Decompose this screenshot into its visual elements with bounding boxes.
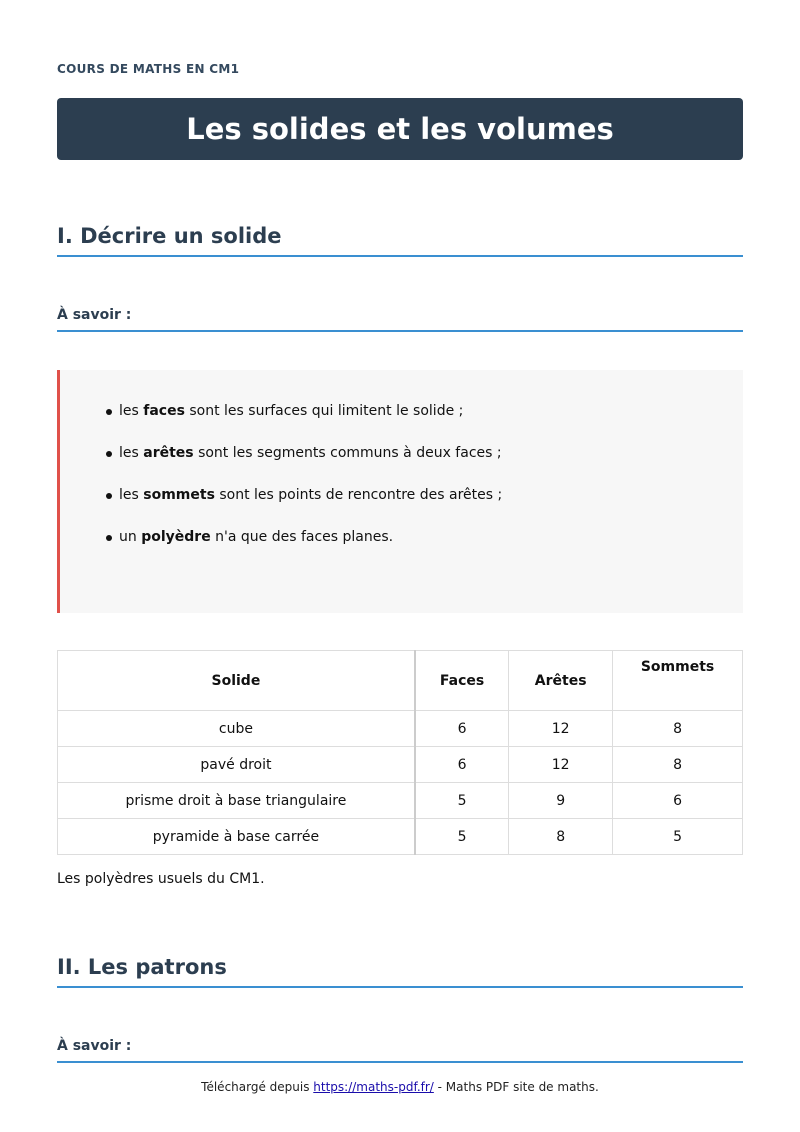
table-header-row bbox=[58, 651, 743, 711]
table-cell: 12 bbox=[509, 747, 613, 783]
table-cell: 6 bbox=[415, 747, 509, 783]
table-cell: 8 bbox=[509, 819, 613, 855]
page-title: Les solides et les volumes bbox=[186, 112, 614, 146]
savoir-label-1: À savoir : bbox=[57, 307, 743, 332]
table-cell: 8 bbox=[613, 711, 743, 747]
table-cell: 6 bbox=[415, 711, 509, 747]
list-item: les sommets sont les points de rencontre des arêtes ; bbox=[104, 486, 502, 504]
savoir-label-2: À savoir : bbox=[57, 1038, 743, 1063]
table-caption: Les polyèdres usuels du CM1. bbox=[57, 871, 265, 887]
solids-table bbox=[57, 650, 743, 855]
header-sommets: Sommets bbox=[613, 651, 743, 711]
list-item: les faces sont les surfaces qui limitent le solide ; bbox=[104, 402, 502, 420]
section-heading-1: I. Décrire un solide bbox=[57, 224, 743, 257]
list-item: un polyèdre n'a que des faces planes. bbox=[104, 528, 502, 546]
table-cell: 9 bbox=[509, 783, 613, 819]
table-row bbox=[58, 783, 743, 819]
list-item: les arêtes sont les segments communs à deux faces ; bbox=[104, 444, 502, 462]
table-cell: 12 bbox=[509, 711, 613, 747]
title-banner bbox=[57, 98, 743, 160]
table-cell: 5 bbox=[613, 819, 743, 855]
table-cell: 5 bbox=[415, 783, 509, 819]
table-cell: prisme droit à base triangulaire bbox=[58, 783, 415, 819]
header-solide: Solide bbox=[58, 651, 415, 711]
table-row bbox=[58, 747, 743, 783]
definition-list bbox=[104, 402, 502, 570]
header-faces: Faces bbox=[415, 651, 509, 711]
footer-prefix: Téléchargé depuis bbox=[201, 1080, 314, 1094]
table-cell: cube bbox=[58, 711, 415, 747]
footer bbox=[0, 1080, 800, 1094]
table-row bbox=[58, 819, 743, 855]
table-cell: 8 bbox=[613, 747, 743, 783]
table-cell: pavé droit bbox=[58, 747, 415, 783]
table-cell: 6 bbox=[613, 783, 743, 819]
table-row bbox=[58, 711, 743, 747]
course-label: COURS DE MATHS EN CM1 bbox=[57, 62, 240, 76]
definition-box bbox=[57, 370, 743, 613]
table-cell: pyramide à base carrée bbox=[58, 819, 415, 855]
footer-suffix: - Maths PDF site de maths. bbox=[433, 1080, 599, 1094]
section-heading-2: II. Les patrons bbox=[57, 955, 743, 988]
footer-link[interactable]: https://maths-pdf.fr/ bbox=[313, 1080, 434, 1094]
table-cell: 5 bbox=[415, 819, 509, 855]
header-aretes: Arêtes bbox=[509, 651, 613, 711]
